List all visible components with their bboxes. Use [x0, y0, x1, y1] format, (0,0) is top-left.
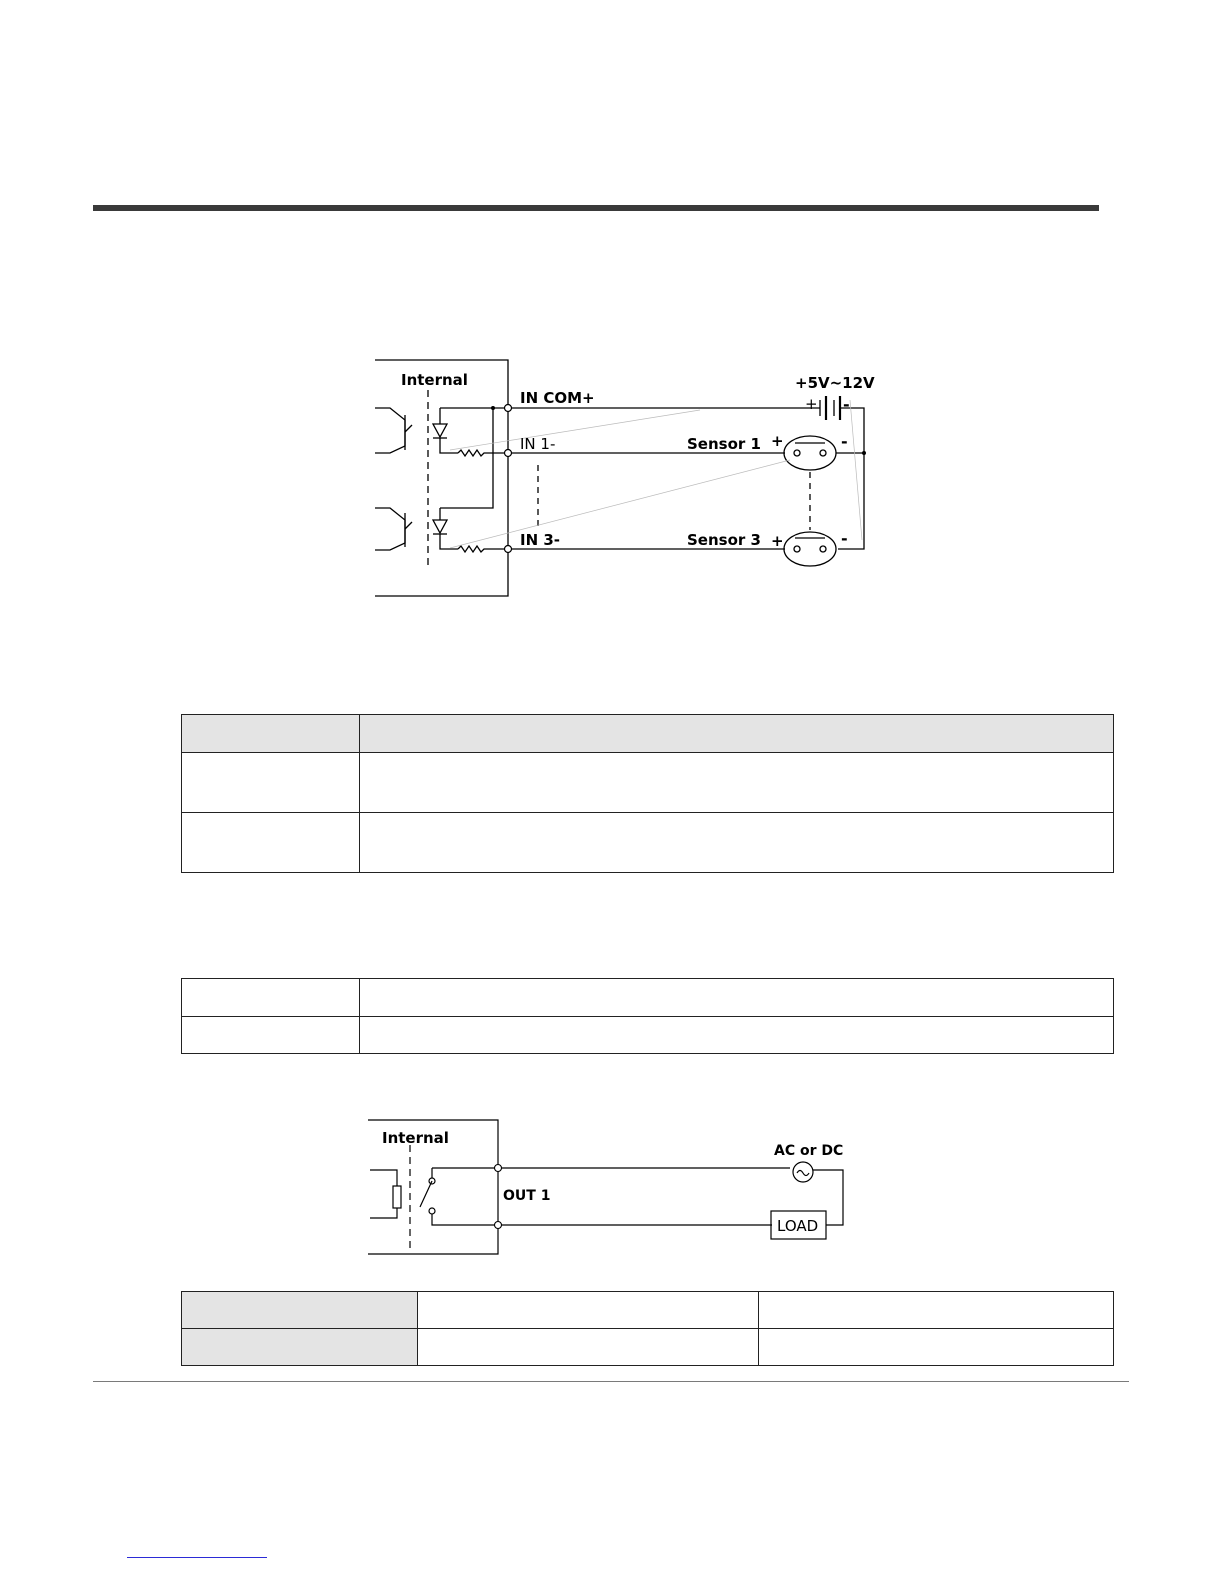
header-rule — [93, 205, 1099, 211]
table-header-row — [182, 715, 1114, 753]
table-cell — [182, 715, 360, 753]
table-cell — [360, 715, 1114, 753]
input-spec-table — [181, 714, 1114, 873]
sensor-1-minus-label: - — [841, 432, 848, 451]
table-cell — [182, 1329, 418, 1366]
resistor-1 — [458, 450, 508, 456]
out1-label: OUT 1 — [503, 1188, 551, 1204]
led-1 — [433, 408, 493, 453]
table-cell — [418, 1329, 759, 1366]
footer-rule — [93, 1381, 1129, 1382]
table-cell — [418, 1292, 759, 1329]
table-cell — [182, 753, 360, 813]
supply-voltage-label: +5V~12V — [795, 374, 875, 392]
sensor-3-label: Sensor 3 — [687, 531, 761, 549]
input-wiring-diagram — [360, 350, 880, 605]
table-cell — [360, 1017, 1114, 1054]
internal-label: Internal — [401, 371, 468, 389]
table-cell — [759, 1292, 1114, 1329]
table-cell — [360, 979, 1114, 1017]
resistor-2 — [458, 546, 508, 552]
table-row — [182, 979, 1114, 1017]
source-label: AC or DC — [774, 1143, 844, 1159]
supply-plus-label: + — [805, 395, 818, 413]
output-rating-table — [181, 1291, 1114, 1366]
table-row — [182, 1017, 1114, 1054]
table-cell — [360, 813, 1114, 873]
in-com-label: IN COM+ — [520, 389, 595, 407]
table-cell — [182, 1292, 418, 1329]
internal-box — [375, 360, 508, 596]
table-cell — [759, 1329, 1114, 1366]
sensor-3-minus-label: - — [841, 529, 848, 548]
output-spec-table — [181, 978, 1114, 1054]
optocoupler-2 — [375, 508, 412, 550]
battery-symbol — [820, 396, 864, 549]
supply-minus-label: - — [843, 395, 850, 414]
internal-label: Internal — [382, 1129, 449, 1147]
sensor-1-plus-label: + — [771, 432, 784, 450]
in1-label: IN 1- — [520, 435, 556, 453]
table-row — [182, 1329, 1114, 1366]
in3-label: IN 3- — [520, 531, 561, 549]
relay-coil — [370, 1170, 401, 1218]
table-cell — [182, 813, 360, 873]
sensor-3-symbol — [784, 532, 836, 566]
sensor-1-symbol — [784, 436, 864, 470]
led-2 — [433, 408, 493, 549]
table-row — [182, 813, 1114, 873]
table-row — [182, 753, 1114, 813]
load-label: LOAD — [777, 1217, 819, 1235]
output-wiring-diagram — [360, 1110, 860, 1265]
table-cell — [182, 1017, 360, 1054]
footer-link-underline[interactable] — [127, 1557, 267, 1558]
sensor-1-label: Sensor 1 — [687, 435, 761, 453]
table-cell — [182, 979, 360, 1017]
optocoupler-1 — [375, 408, 412, 453]
table-row — [182, 1292, 1114, 1329]
relay-contact — [420, 1168, 498, 1225]
ac-dc-source-icon — [793, 1162, 843, 1225]
table-cell — [360, 753, 1114, 813]
sensor-3-plus-label: + — [771, 532, 784, 550]
